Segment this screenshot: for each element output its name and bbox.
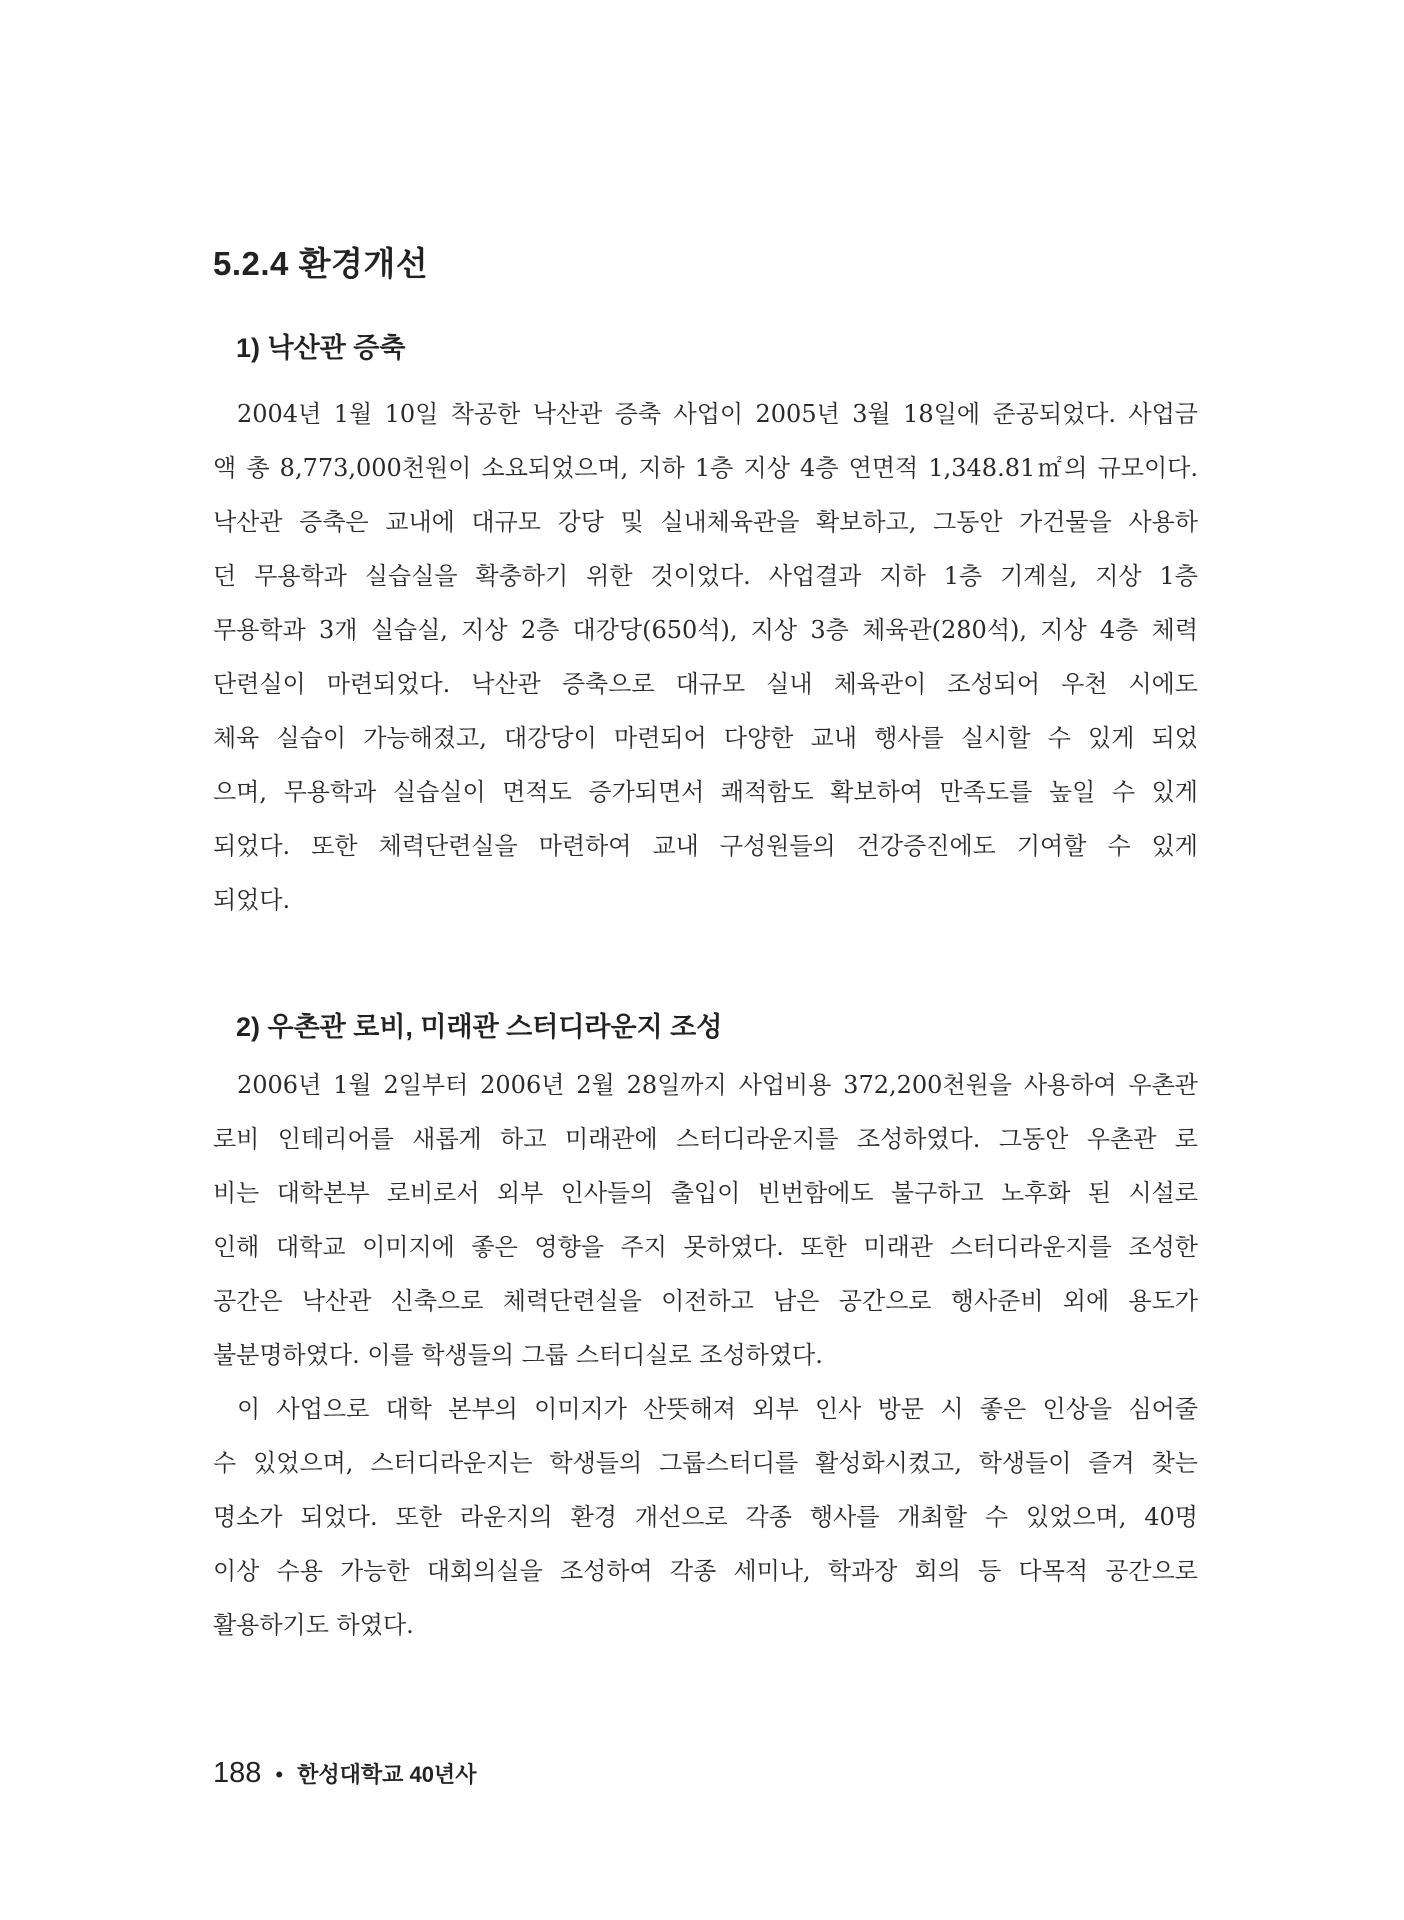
text-line: 체육 실습이 가능해졌고, 대강당이 마련되어 다양한 교내 행사를 실시할 수 있게 되었 xyxy=(213,724,1198,752)
text-line: 인해 대학교 이미지에 좋은 영향을 주지 못하였다. 또한 미래관 스터디라운지를 조성한 xyxy=(213,1233,1198,1261)
text-line: 되었다. xyxy=(213,886,291,914)
footer-separator: • xyxy=(275,1762,284,1787)
page-footer xyxy=(213,1757,476,1790)
paragraph-nakSan-hall-expansion xyxy=(213,387,1198,927)
text-line: 공간은 낙산관 신축으로 체력단련실을 이전하고 남은 공간으로 행사준비 외에 용도가 xyxy=(213,1287,1198,1315)
text-line: 2006년 1월 2일부터 2006년 2월 28일까지 사업비용 372,200천원을 사용하여 우촌관 xyxy=(237,1071,1198,1099)
text-line: 액 총 8,773,000천원이 소요되었으며, 지하 1층 지상 4층 연면적 1,348.81㎡의 규모이다. xyxy=(213,454,1198,482)
text-line: 낙산관 증축은 교내에 대규모 강당 및 실내체육관을 확보하고, 그동안 가건물을 사용하 xyxy=(213,508,1198,536)
text-line: 활용하기도 하였다. xyxy=(213,1611,414,1639)
text-line: 무용학과 3개 실습실, 지상 2층 대강당(650석), 지상 3층 체육관(280석), 지상 4층 체력 xyxy=(213,616,1198,644)
text-line: 되었다. 또한 체력단련실을 마련하여 교내 구성원들의 건강증진에도 기여할 수 있게 xyxy=(213,832,1198,860)
paragraph-uchon-lobby-project xyxy=(213,1058,1198,1382)
text-line: 이상 수용 가능한 대회의실을 조성하여 각종 세미나, 학과장 회의 등 다목적 공간으로 xyxy=(213,1557,1198,1585)
book-title: 한성대학교 40년사 xyxy=(297,1762,477,1787)
text-line: 불분명하였다. 이를 학생들의 그룹 스터디실로 조성하였다. xyxy=(213,1341,823,1369)
text-line: 명소가 되었다. 또한 라운지의 환경 개선으로 각종 행사를 개최할 수 있었으며, 40명 xyxy=(213,1503,1198,1531)
subsection-heading-2: 2) 우촌관 로비, 미래관 스터디라운지 조성 xyxy=(236,1012,723,1042)
text-line: 수 있었으며, 스터디라운지는 학생들의 그룹스터디를 활성화시켰고, 학생들이 즐겨 찾는 xyxy=(213,1449,1198,1477)
page-number: 188 xyxy=(213,1757,262,1789)
text-line: 비는 대학본부 로비로서 외부 인사들의 출입이 빈번함에도 불구하고 노후화 된 시설로 xyxy=(213,1179,1198,1207)
text-line: 으며, 무용학과 실습실이 면적도 증가되면서 쾌적함도 확보하여 만족도를 높일 수 있게 xyxy=(213,778,1198,806)
text-line: 던 무용학과 실습실을 확충하기 위한 것이었다. 사업결과 지하 1층 기계실, 지상 1층 xyxy=(213,562,1198,590)
text-line: 단련실이 마련되었다. 낙산관 증축으로 대규모 실내 체육관이 조성되어 우천 시에도 xyxy=(213,670,1198,698)
subsection-heading-1: 1) 낙산관 증축 xyxy=(236,333,406,363)
text-line: 2004년 1월 10일 착공한 낙산관 증축 사업이 2005년 3월 18일에 준공되었다. 사업금 xyxy=(237,400,1198,428)
paragraph-project-outcome xyxy=(213,1382,1198,1652)
text-line: 로비 인테리어를 새롭게 하고 미래관에 스터디라운지를 조성하였다. 그동안 우촌관 로 xyxy=(213,1125,1198,1153)
section-title: 5.2.4 환경개선 xyxy=(213,245,429,282)
text-line: 이 사업으로 대학 본부의 이미지가 산뜻해져 외부 인사 방문 시 좋은 인상을 심어줄 xyxy=(237,1395,1198,1423)
